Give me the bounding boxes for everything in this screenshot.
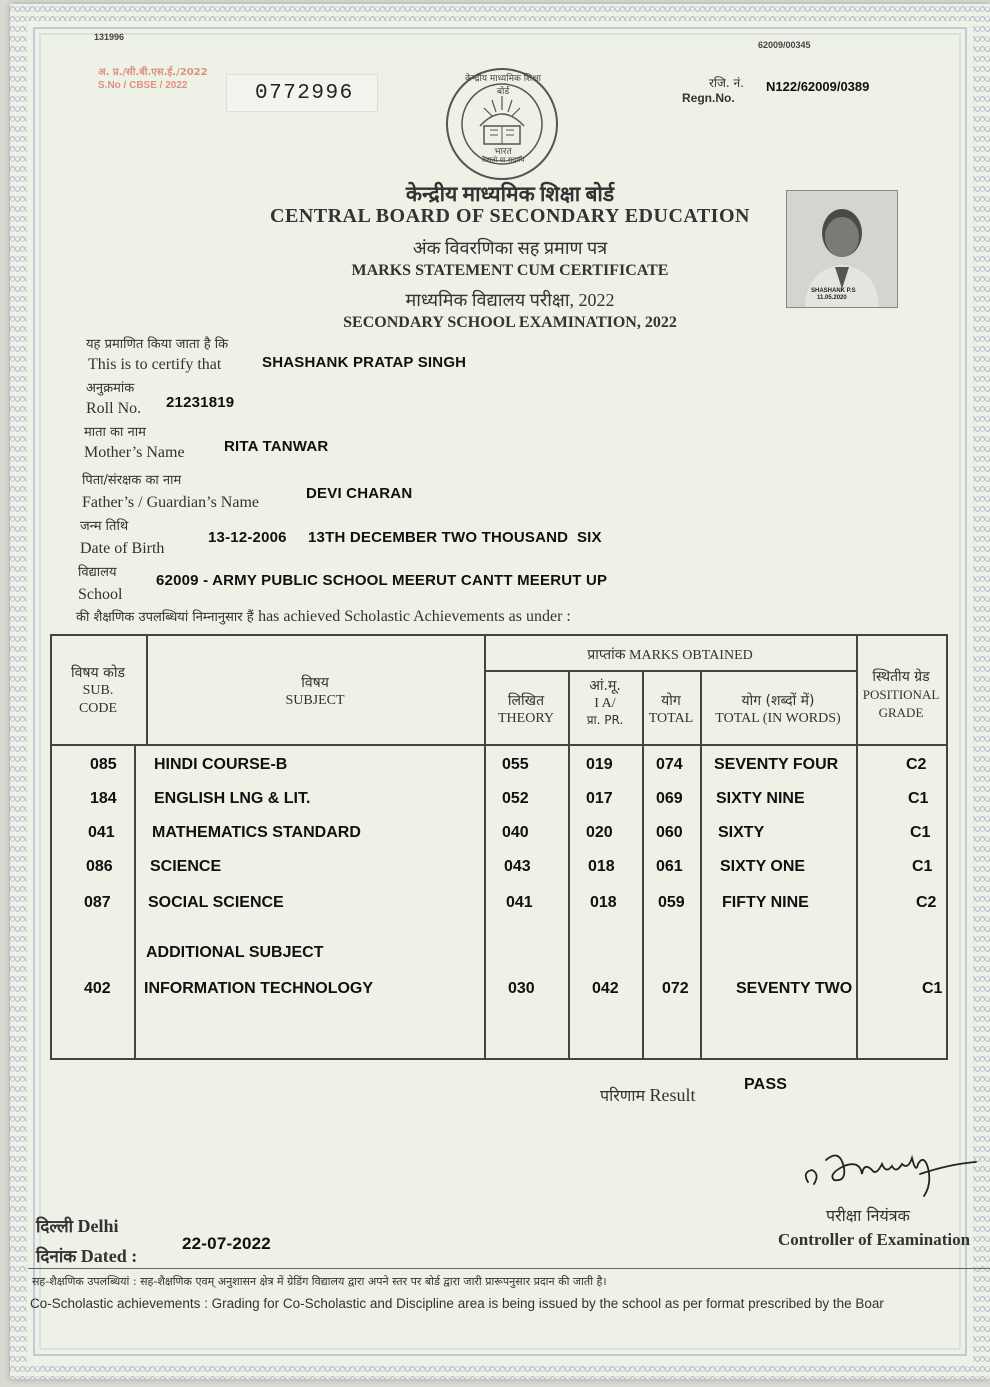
dated-hindi: दिनांक xyxy=(36,1247,77,1267)
row-code: 184 xyxy=(90,790,117,807)
serial-top-left: 131996 xyxy=(94,32,125,42)
student-name: SHASHANK PRATAP SINGH xyxy=(262,354,467,371)
row-code: 085 xyxy=(90,756,117,773)
achievements-intro xyxy=(76,608,571,627)
exam-title-english: SECONDARY SCHOOL EXAMINATION, 2022 xyxy=(343,314,677,331)
achievements-intro-english: has achieved Scholastic Achievements as under : xyxy=(258,608,571,625)
header-marks-obtained xyxy=(484,646,856,665)
header-code-english-2: CODE xyxy=(78,701,118,716)
table-rule-marks xyxy=(484,670,856,672)
row-total: 061 xyxy=(656,858,683,875)
father-label-hindi: पिता/संरक्षक का नाम xyxy=(82,473,182,488)
header-grade-english-2: GRADE xyxy=(878,705,924,720)
regn-label xyxy=(682,74,744,105)
row-theory: 040 xyxy=(502,824,529,841)
row-total-words: SEVENTY TWO xyxy=(736,980,853,997)
table-row xyxy=(50,824,948,850)
certify-label-hindi: यह प्रमाणित किया जाता है कि xyxy=(86,337,229,352)
row-total-words: SIXTY ONE xyxy=(720,858,806,875)
controller-title-hindi: परीक्षा नियंत्रक xyxy=(826,1206,910,1225)
header-words-english: TOTAL (IN WORDS) xyxy=(715,711,841,726)
footer-rule xyxy=(28,1268,990,1269)
header-total xyxy=(642,692,700,728)
place-hindi: दिल्ली xyxy=(36,1217,74,1237)
mother-label-english: Mother’s Name xyxy=(84,444,185,461)
red-stamp xyxy=(98,66,228,92)
header-total-words xyxy=(700,692,856,728)
row-grade: C1 xyxy=(922,980,943,997)
row-grade: C2 xyxy=(916,894,937,911)
roll-label-hindi: अनुक्रमांक xyxy=(86,381,135,396)
marks-table xyxy=(50,634,948,1060)
roll-label-english: Roll No. xyxy=(86,400,142,417)
row-subject: ENGLISH LNG & LIT. xyxy=(154,790,311,807)
issue-date: 22-07-2022 xyxy=(182,1234,271,1253)
footer-note-english: Co-Scholastic achievements : Grading for Co-Scholastic and Discipline area is being issued by the school as per format prescribed by the Boar xyxy=(30,1296,884,1311)
result-value: PASS xyxy=(744,1076,788,1093)
emblem-top-text: केन्द्रीय माध्यमिक शिक्षा बोर्ड xyxy=(465,74,541,97)
row-subject: HINDI COURSE-B xyxy=(154,756,288,773)
controller-title-english: Controller of Examination xyxy=(778,1230,971,1249)
row-total-words: SIXTY NINE xyxy=(716,790,805,807)
row-grade: C2 xyxy=(906,756,927,773)
row-total: 060 xyxy=(656,824,683,841)
table-row xyxy=(50,790,948,816)
row-code: 086 xyxy=(86,858,113,875)
row-total: 074 xyxy=(656,756,683,773)
header-theory-hindi: लिखित xyxy=(507,693,545,709)
board-name-hindi: केन्द्रीय माध्यमिक शिक्षा बोर्ड xyxy=(405,182,615,206)
dated-english: Dated : xyxy=(80,1246,138,1266)
certificate-number: 0772996 xyxy=(255,82,354,105)
header-ia-practical: प्रा. PR. xyxy=(586,713,624,727)
row-total-words: SEVENTY FOUR xyxy=(714,756,839,773)
emblem-motto: असतो मा सद्गमय xyxy=(481,156,525,164)
table-row xyxy=(50,858,948,884)
row-subject: INFORMATION TECHNOLOGY xyxy=(144,980,374,997)
row-theory: 052 xyxy=(502,790,529,807)
header-subject-hindi: विषय xyxy=(301,675,329,691)
marks-statement-certificate xyxy=(10,4,990,1379)
photo-caption-name: SHASHANK P.S xyxy=(811,288,856,294)
header-marks-english: MARKS OBTAINED xyxy=(629,648,753,663)
red-stamp-line-2: S.No / CBSE / 2022 xyxy=(98,80,188,91)
red-stamp-line-1: अ. प्र./सी.बी.एस.ई./2022 xyxy=(98,67,208,78)
header-ia-hindi: आं.मू. xyxy=(589,678,621,694)
row-ia: 020 xyxy=(586,824,613,841)
dated-label xyxy=(36,1244,137,1267)
dob-label-hindi: जन्म तिथि xyxy=(80,519,129,534)
header-grade-hindi: स्थितीय ग्रेड xyxy=(872,669,930,685)
regn-number: N122/62009/0389 xyxy=(766,79,870,94)
student-photo xyxy=(786,190,898,308)
row-grade: C1 xyxy=(910,824,931,841)
header-words-hindi: योग (शब्दों में) xyxy=(741,693,815,709)
regn-label-hi: रजि. नं. xyxy=(708,76,744,90)
serial-top-right: 62009/00345 xyxy=(758,40,811,50)
school-label-english: School xyxy=(78,586,123,603)
table-rule-top xyxy=(50,634,948,636)
row-total-words: SIXTY xyxy=(718,824,765,841)
header-subject xyxy=(146,674,484,710)
row-subject: MATHEMATICS STANDARD xyxy=(152,824,361,841)
row-code: 087 xyxy=(84,894,111,911)
header-code xyxy=(50,664,146,718)
row-theory: 055 xyxy=(502,756,529,773)
additional-subject-heading: ADDITIONAL SUBJECT xyxy=(146,944,324,961)
regn-label-en: Regn.No. xyxy=(682,91,735,105)
date-of-birth-words: 13TH DECEMBER TWO THOUSAND SIX xyxy=(308,529,602,546)
mother-label-hindi: माता का नाम xyxy=(84,425,146,440)
place-label xyxy=(36,1214,119,1237)
father-name: DEVI CHARAN xyxy=(306,485,413,502)
document-title-english: MARKS STATEMENT CUM CERTIFICATE xyxy=(351,262,669,279)
mother-name: RITA TANWAR xyxy=(224,438,329,455)
row-ia: 018 xyxy=(590,894,617,911)
header-ia xyxy=(568,678,642,729)
row-total-words: FIFTY NINE xyxy=(722,894,809,911)
row-code: 041 xyxy=(88,824,115,841)
header-theory xyxy=(484,692,568,728)
header-code-english-1: SUB. xyxy=(82,683,114,698)
result-label-english: Result xyxy=(649,1085,696,1105)
achievements-intro-hindi: की शैक्षणिक उपलब्धियां निम्नानुसार हैं xyxy=(76,610,254,625)
row-total: 069 xyxy=(656,790,683,807)
board-name-english: CENTRAL BOARD OF SECONDARY EDUCATION xyxy=(270,205,750,227)
row-grade: C1 xyxy=(908,790,929,807)
row-total: 072 xyxy=(662,980,689,997)
result-label xyxy=(600,1084,696,1106)
controller-signature xyxy=(800,1134,980,1204)
exam-title-hindi: माध्यमिक विद्यालय परीक्षा, 2022 xyxy=(405,290,615,310)
header-theory-english: THEORY xyxy=(498,711,554,726)
table-rule-header xyxy=(50,744,948,746)
row-ia: 042 xyxy=(592,980,619,997)
table-row xyxy=(50,894,948,920)
footer-note-hindi: सह-शैक्षणिक उपलब्धियां : सह-शैक्षणिक एवम् अनुशासन क्षेत्र में ग्रेडिंग विद्यालय द्वारा अपने स्तर पर बोर्ड द्वारा जारी प्रारूपनुसार प्रदान की जाती है। xyxy=(32,1275,607,1288)
row-total: 059 xyxy=(658,894,685,911)
result-label-hindi: परिणाम xyxy=(600,1086,646,1105)
emblem-bottom-text: भारत xyxy=(494,147,512,157)
table-row xyxy=(50,756,948,782)
certificate-number-box xyxy=(226,74,378,112)
header-total-hindi: योग xyxy=(661,693,681,709)
row-ia: 017 xyxy=(586,790,613,807)
table-rule-bottom xyxy=(50,1058,948,1060)
row-theory: 043 xyxy=(504,858,531,875)
father-label-english: Father’s / Guardian’s Name xyxy=(82,494,259,511)
table-row xyxy=(50,980,948,1006)
row-subject: SOCIAL SCIENCE xyxy=(148,894,284,911)
certify-label-english: This is to certify that xyxy=(88,356,222,373)
header-grade xyxy=(856,668,946,722)
dob-label-english: Date of Birth xyxy=(80,540,165,557)
photo-caption-date: 11.05.2020 xyxy=(817,295,847,301)
school-label-hindi: विद्यालय xyxy=(78,565,117,580)
header-grade-english-1: POSITIONAL xyxy=(862,687,940,702)
row-code: 402 xyxy=(84,980,111,997)
header-subject-english: SUBJECT xyxy=(285,693,345,708)
document-title-hindi: अंक विवरणिका सह प्रमाण पत्र xyxy=(412,238,608,258)
date-of-birth: 13-12-2006 xyxy=(208,529,287,546)
header-ia-english: I A/ xyxy=(594,696,616,711)
place-english: Delhi xyxy=(77,1216,119,1236)
row-ia: 019 xyxy=(586,756,613,773)
row-subject: SCIENCE xyxy=(150,858,222,875)
row-grade: C1 xyxy=(912,858,933,875)
header-marks-hindi: प्राप्तांक xyxy=(587,647,626,663)
school-name: 62009 - ARMY PUBLIC SCHOOL MEERUT CANTT MEERUT UP xyxy=(156,572,608,589)
row-theory: 041 xyxy=(506,894,533,911)
header-code-hindi: विषय कोड xyxy=(71,665,125,681)
roll-number: 21231819 xyxy=(166,394,235,411)
row-ia: 018 xyxy=(588,858,615,875)
row-theory: 030 xyxy=(508,980,535,997)
header-total-english: TOTAL xyxy=(648,711,694,726)
